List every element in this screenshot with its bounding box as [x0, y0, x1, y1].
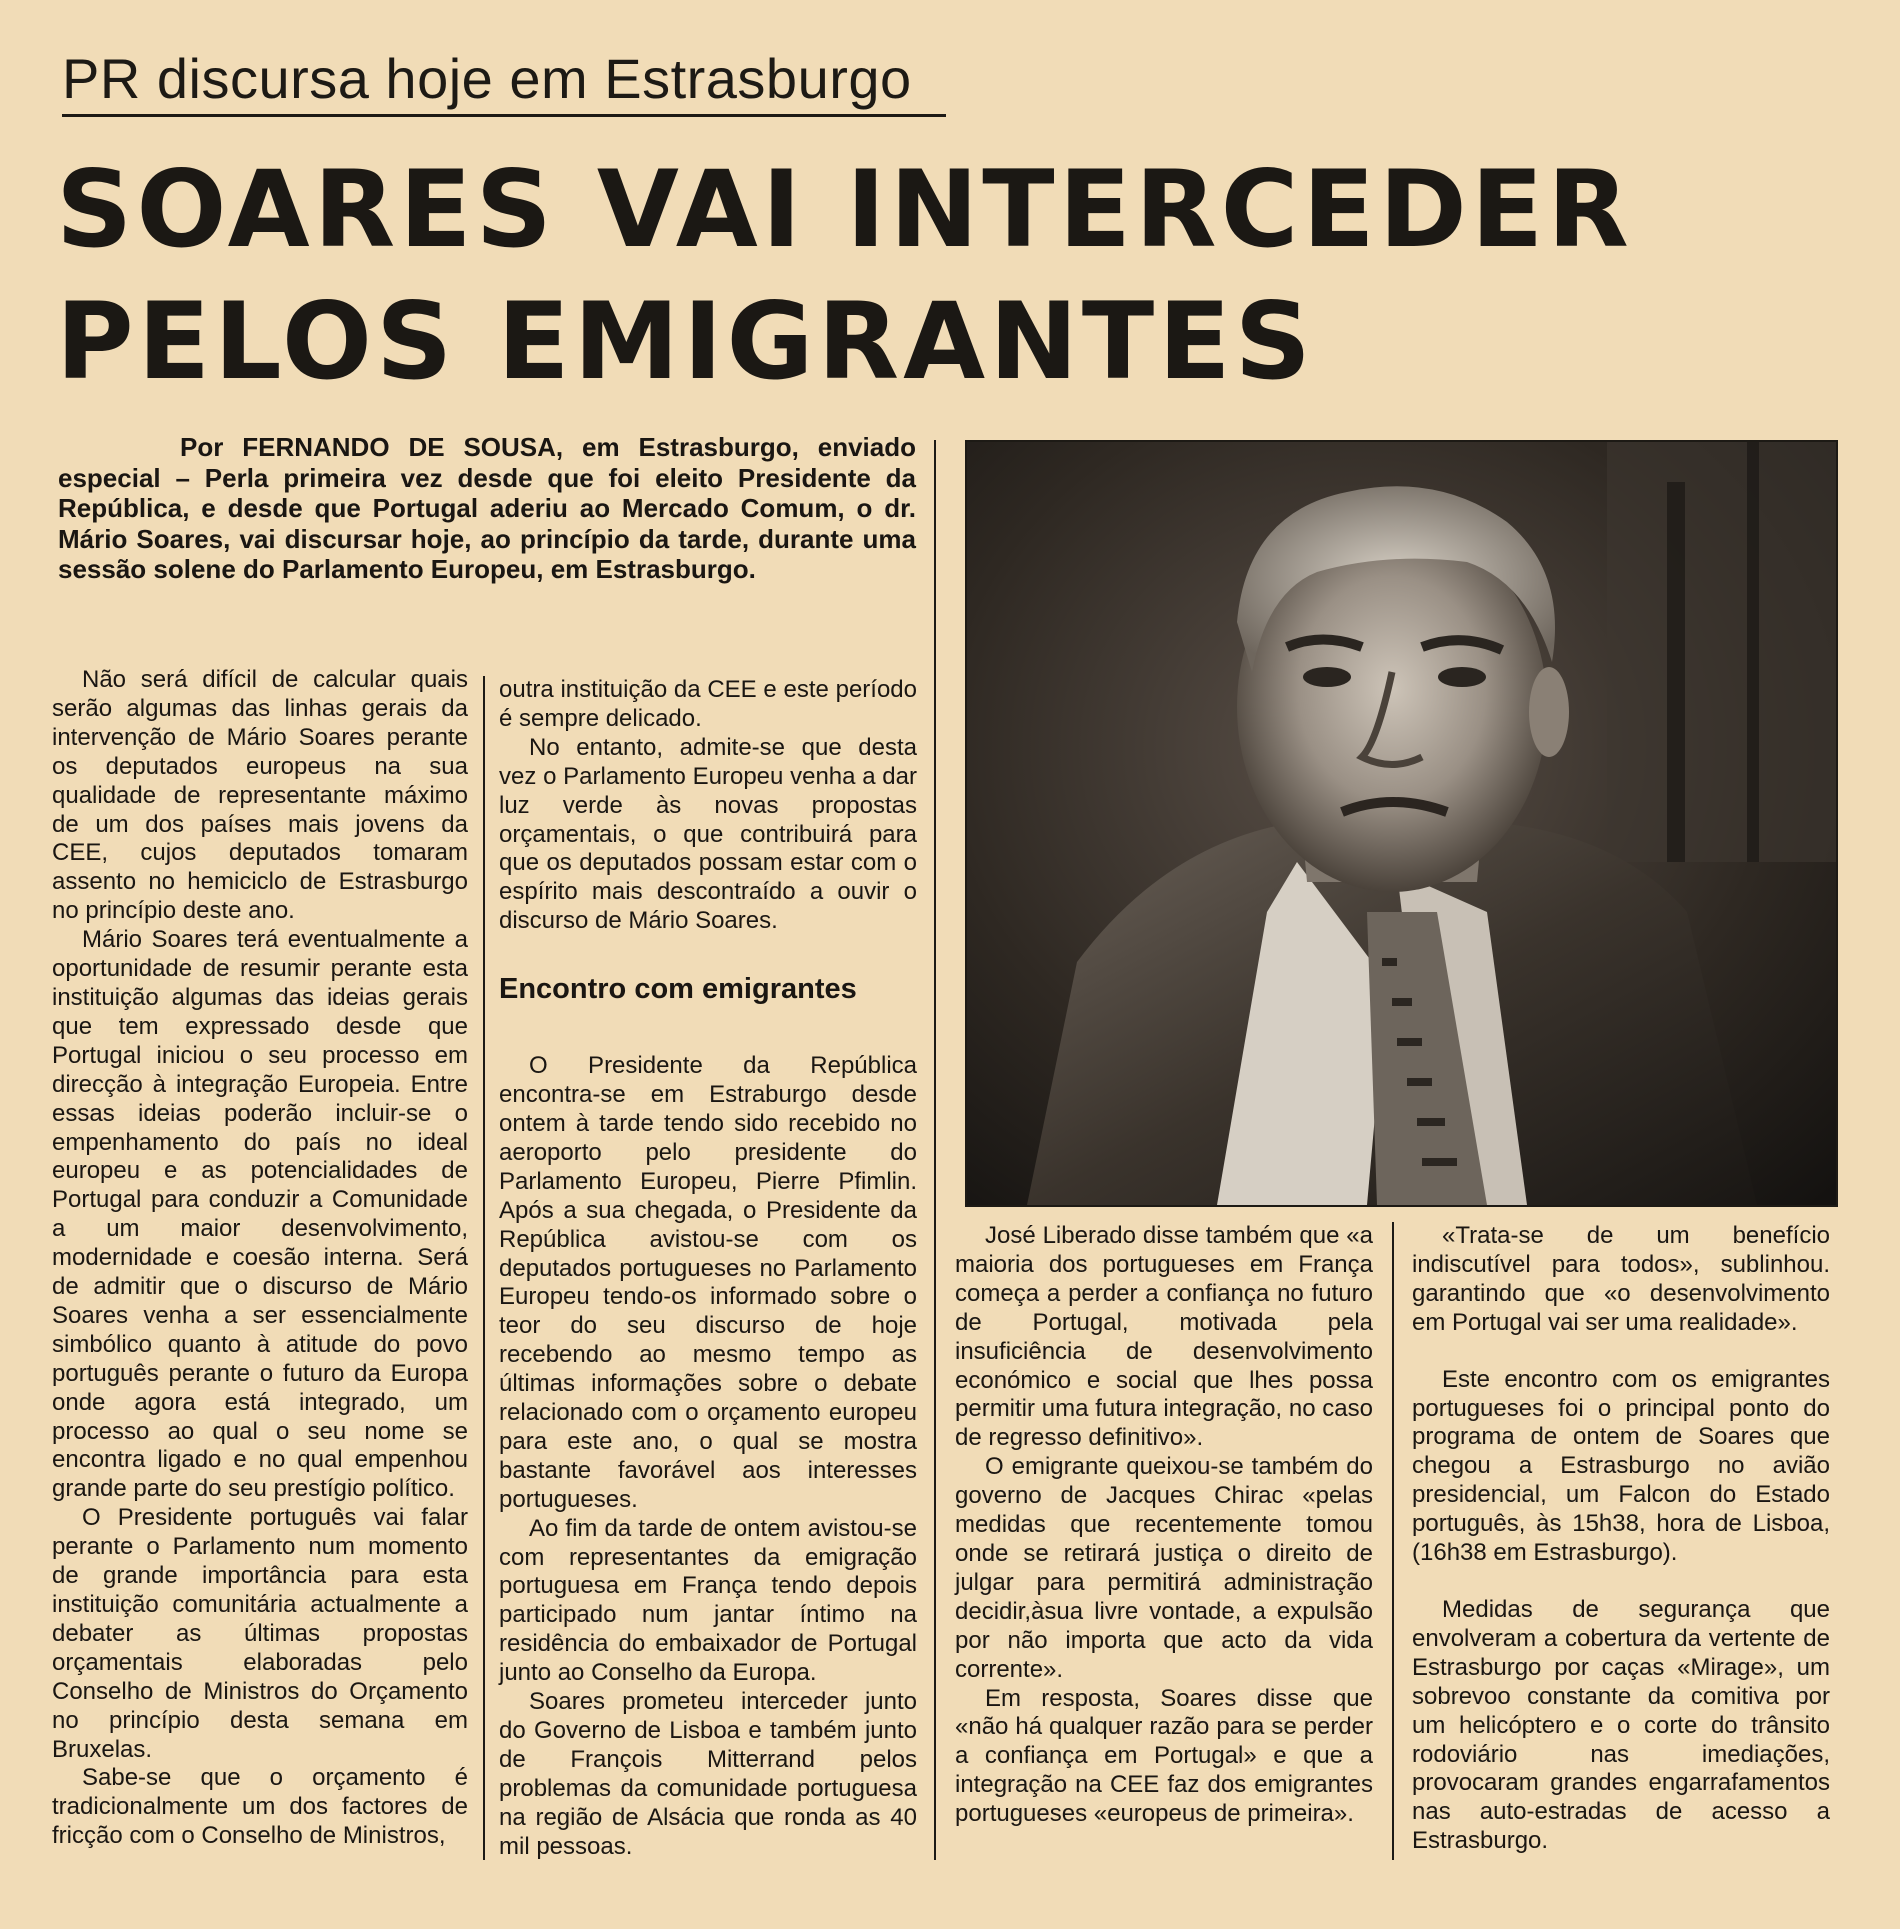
body-paragraph: Medidas de segurança que envolveram a cobertura da vertente de Estrasburgo por caças «Mirage», um sobrevoo constante da comitiva por um helicóptero e o corte do trânsito rodoviário nas imediações, provocaram grandes engarrafamentos nas auto-estradas de acesso a Estrasburgo.	[1412, 1595, 1830, 1855]
section-subhead: Encontro com emigrantes	[499, 973, 857, 1006]
article-column-3	[955, 1222, 1373, 1829]
body-paragraph: Ao fim da tarde de ontem avistou-se com representantes da emigração portuguesa em França tendo depois participado num jantar íntimo na residência do embaixador de Portugal junto ao Conselho da Europa.	[499, 1514, 917, 1687]
body-paragraph: O Presidente da República encontra-se em Estraburgo desde ontem à tarde tendo sido recebido no aeroporto pelo presidente do Parlamento Europeu, Pierre Pfimlin. Após a sua chegada, o Presidente da República avistou-se com os deputados portugueses no Parlamento Europeu tendo-os informado sobre o teor do seu discurso de hoje recebendo ao mesmo tempo as últimas informações sobre o debate relacionado com o orçamento europeu para este ano, o qual se mostra bastante favorável aos interesses portugueses.	[499, 1052, 917, 1513]
body-paragraph: Este encontro com os emigrantes portugueses foi o principal ponto do programa de ontem de Soares que chegou a Estrasburgo no avião presidencial, um Falcon do Estado português, às 15h38, hora de Lisboa, (16h38 em Estrasburgo).	[1412, 1365, 1830, 1567]
body-paragraph: O Presidente português vai falar perante o Parlamento num momento de grande importância para esta instituição comunitária actualmente a debater as últimas propostas orçamentais elaboradas pelo Conselho de Ministros do Orçamento no princípio desta semana em Bruxelas.	[52, 1504, 468, 1763]
body-paragraph: No entanto, admite-se que desta vez o Parlamento Europeu venha a dar luz verde às novas propostas orçamentais, o que contribuirá para que os deputados possam estar com o espírito mais descontraído a ouvir o discurso de Mário Soares.	[499, 733, 917, 935]
body-paragraph: Não será difícil de calcular quais serão algumas das linhas gerais da intervenção de Mário Soares perante os deputados europeus na sua qualidade de representante máximo de um dos países mais jovens da CEE, cujos deputados tomaram assento no hemiciclo de Estrasburgo no princípio deste ano.	[52, 666, 468, 925]
article-column-4	[1412, 1222, 1830, 1856]
article-lead: Por FERNANDO DE SOUSA, em Estrasburgo, enviado especial – Perla primeira vez desde que foi eleito Presidente da República, e desde que Portugal aderiu ao Mercado Comum, o dr. Mário Soares, vai discursar hoje, ao princípio da tarde, durante uma sessão solene do Parlamento Europeu, em Estrasburgo.	[58, 432, 916, 584]
body-paragraph: outra instituição da CEE e este período é sempre delicado.	[499, 676, 917, 732]
body-paragraph: «Trata-se de um benefício indiscutível para todos», sublinhou. garantindo que «o desenvolvimento em Portugal vai ser uma realidade».	[1412, 1222, 1830, 1336]
column-rule	[1392, 1222, 1394, 1860]
body-paragraph: Mário Soares terá eventualmente a oportunidade de resumir perante esta instituição algumas das ideias gerais que tem expressado desde que Portugal iniciou o seu processo em direcção à integração Europeia. Entre essas ideias poderão incluir-se o empenhamento do país no ideal europeu e as potencialidades de Portugal para conduzir a Comunidade a um maior desenvolvimento, modernidade e coesão interna. Será de admitir que o discurso de Mário Soares venha a ser essencialmente simbólico quanto à atitude do povo português perante o futuro da Europa onde agora está integrado, um processo ao qual o seu nome se encontra ligado e no qual empenhou grande parte do seu prestígio político.	[52, 926, 468, 1503]
headline-line-2: PELOS EMIGRANTES	[56, 280, 1315, 403]
column-rule	[483, 676, 485, 1860]
body-paragraph: O emigrante queixou-se também do governo de Jacques Chirac «pelas medidas que recentemente tomou onde se retirará justiça o direito de julgar para permitirá administração decidir,àsua livre vontade, a expulsão por não importa que acto da vida corrente».	[955, 1453, 1373, 1683]
kicker-underline	[62, 114, 946, 117]
headline-line-1: SOARES VAI INTERCEDER	[56, 148, 1633, 271]
article-column-1	[52, 666, 468, 1851]
body-paragraph: Soares prometeu interceder junto do Governo de Lisboa e também junto de François Mitterrand pelos problemas da comunidade portuguesa na região de Alsácia que ronda as 40 mil pessoas.	[499, 1688, 917, 1860]
article-kicker: PR discursa hoje em Estrasburgo	[62, 47, 912, 110]
article-column-2	[499, 676, 917, 1862]
column-rule	[934, 440, 936, 1860]
body-paragraph: Em resposta, Soares disse que «não há qualquer razão para se perder a confiança em Portugal» e que a integração na CEE faz dos emigrantes portugueses «europeus de primeira».	[955, 1684, 1373, 1828]
body-paragraph: José Liberado disse também que «a maioria dos portugueses em França começa a perder a confiança no futuro de Portugal, motivada pela insuficiência de desenvolvimento económico e social que lhes possa permitir uma futura integração, no caso de regresso definitivo».	[955, 1222, 1373, 1452]
body-paragraph: Sabe-se que o orçamento é tradicionalmente um dos factores de fricção com o Conselho de Ministros,	[52, 1764, 468, 1850]
portrait-photo	[965, 440, 1838, 1207]
